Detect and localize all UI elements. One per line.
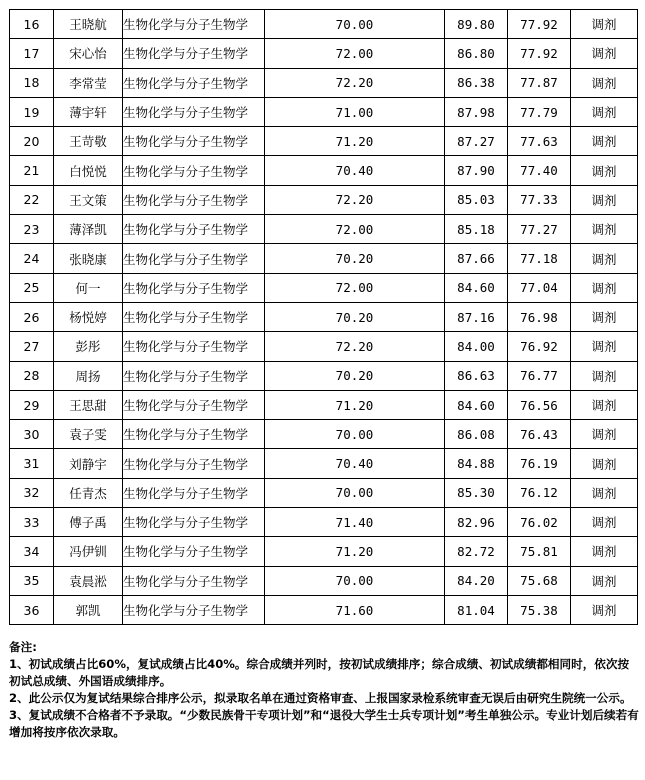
- major-name: 生物化学与分子生物学: [123, 273, 265, 302]
- admission-status: 调剂: [571, 127, 638, 156]
- retest-score: 87.98: [445, 97, 508, 126]
- row-number: 30: [10, 420, 54, 449]
- major-name: 生物化学与分子生物学: [123, 39, 265, 68]
- total-score: 76.92: [508, 332, 571, 361]
- table-row: [10, 420, 638, 449]
- retest-score: 86.38: [445, 68, 508, 97]
- total-score: 77.87: [508, 68, 571, 97]
- student-name: 袁晨淞: [54, 566, 123, 595]
- row-number: 24: [10, 244, 54, 273]
- major-name: 生物化学与分子生物学: [123, 156, 265, 185]
- row-number: 22: [10, 185, 54, 214]
- row-number: 26: [10, 302, 54, 331]
- total-score: 77.92: [508, 39, 571, 68]
- major-name: 生物化学与分子生物学: [123, 537, 265, 566]
- row-number: 20: [10, 127, 54, 156]
- initial-score: 70.40: [265, 449, 445, 478]
- notes-section: [9, 639, 639, 741]
- retest-score: 84.20: [445, 566, 508, 595]
- row-number: 21: [10, 156, 54, 185]
- row-number: 28: [10, 361, 54, 390]
- table-row: [10, 10, 638, 39]
- total-score: 77.27: [508, 215, 571, 244]
- student-name: 白悦悦: [54, 156, 123, 185]
- initial-score: 70.20: [265, 244, 445, 273]
- table-row: [10, 39, 638, 68]
- total-score: 77.63: [508, 127, 571, 156]
- major-name: 生物化学与分子生物学: [123, 508, 265, 537]
- major-name: 生物化学与分子生物学: [123, 332, 265, 361]
- admission-status: 调剂: [571, 390, 638, 419]
- total-score: 76.12: [508, 478, 571, 507]
- admission-status: 调剂: [571, 185, 638, 214]
- row-number: 29: [10, 390, 54, 419]
- retest-score: 86.08: [445, 420, 508, 449]
- major-name: 生物化学与分子生物学: [123, 97, 265, 126]
- row-number: 16: [10, 10, 54, 39]
- table-row: [10, 361, 638, 390]
- table-row: [10, 68, 638, 97]
- student-name: 周扬: [54, 361, 123, 390]
- initial-score: 70.40: [265, 156, 445, 185]
- table-row: [10, 478, 638, 507]
- row-number: 34: [10, 537, 54, 566]
- admission-status: 调剂: [571, 97, 638, 126]
- student-name: 冯伊钏: [54, 537, 123, 566]
- major-name: 生物化学与分子生物学: [123, 478, 265, 507]
- retest-score: 87.16: [445, 302, 508, 331]
- retest-score: 86.63: [445, 361, 508, 390]
- admission-status: 调剂: [571, 39, 638, 68]
- total-score: 75.68: [508, 566, 571, 595]
- initial-score: 70.00: [265, 478, 445, 507]
- initial-score: 72.00: [265, 273, 445, 302]
- admission-status: 调剂: [571, 361, 638, 390]
- initial-score: 70.00: [265, 566, 445, 595]
- row-number: 33: [10, 508, 54, 537]
- retest-score: 87.27: [445, 127, 508, 156]
- table-row: [10, 449, 638, 478]
- table-row: [10, 595, 638, 624]
- total-score: 76.98: [508, 302, 571, 331]
- admission-status: 调剂: [571, 478, 638, 507]
- retest-score: 84.88: [445, 449, 508, 478]
- admission-status: 调剂: [571, 449, 638, 478]
- admission-status: 调剂: [571, 595, 638, 624]
- total-score: 77.92: [508, 10, 571, 39]
- admission-status: 调剂: [571, 332, 638, 361]
- retest-score: 87.90: [445, 156, 508, 185]
- results-table-body: [10, 10, 638, 625]
- major-name: 生物化学与分子生物学: [123, 595, 265, 624]
- retest-score: 85.30: [445, 478, 508, 507]
- student-name: 李常莹: [54, 68, 123, 97]
- major-name: 生物化学与分子生物学: [123, 68, 265, 97]
- admission-status: 调剂: [571, 508, 638, 537]
- row-number: 17: [10, 39, 54, 68]
- row-number: 19: [10, 97, 54, 126]
- table-row: [10, 185, 638, 214]
- initial-score: 71.60: [265, 595, 445, 624]
- student-name: 何一: [54, 273, 123, 302]
- major-name: 生物化学与分子生物学: [123, 390, 265, 419]
- total-score: 76.02: [508, 508, 571, 537]
- retest-score: 81.04: [445, 595, 508, 624]
- total-score: 77.40: [508, 156, 571, 185]
- initial-score: 72.20: [265, 185, 445, 214]
- major-name: 生物化学与分子生物学: [123, 420, 265, 449]
- table-row: [10, 566, 638, 595]
- retest-score: 86.80: [445, 39, 508, 68]
- retest-score: 85.03: [445, 185, 508, 214]
- retest-score: 89.80: [445, 10, 508, 39]
- student-name: 傅子禹: [54, 508, 123, 537]
- admission-status: 调剂: [571, 156, 638, 185]
- table-row: [10, 97, 638, 126]
- initial-score: 71.20: [265, 537, 445, 566]
- initial-score: 70.20: [265, 302, 445, 331]
- row-number: 32: [10, 478, 54, 507]
- admission-status: 调剂: [571, 68, 638, 97]
- student-name: 郭凯: [54, 595, 123, 624]
- major-name: 生物化学与分子生物学: [123, 449, 265, 478]
- notes-heading: 备注:: [9, 640, 37, 654]
- table-row: [10, 156, 638, 185]
- major-name: 生物化学与分子生物学: [123, 215, 265, 244]
- admission-status: 调剂: [571, 420, 638, 449]
- initial-score: 70.00: [265, 420, 445, 449]
- table-row: [10, 244, 638, 273]
- initial-score: 71.00: [265, 97, 445, 126]
- admission-status: 调剂: [571, 244, 638, 273]
- table-row: [10, 127, 638, 156]
- initial-score: 71.20: [265, 127, 445, 156]
- initial-score: 70.20: [265, 361, 445, 390]
- retest-score: 84.00: [445, 332, 508, 361]
- initial-score: 71.40: [265, 508, 445, 537]
- student-name: 张晓康: [54, 244, 123, 273]
- student-name: 王思甜: [54, 390, 123, 419]
- student-name: 薄泽凯: [54, 215, 123, 244]
- results-table: [9, 9, 638, 625]
- row-number: 36: [10, 595, 54, 624]
- admission-status: 调剂: [571, 302, 638, 331]
- row-number: 23: [10, 215, 54, 244]
- retest-score: 84.60: [445, 273, 508, 302]
- total-score: 76.77: [508, 361, 571, 390]
- total-score: 77.04: [508, 273, 571, 302]
- table-row: [10, 508, 638, 537]
- total-score: 76.19: [508, 449, 571, 478]
- row-number: 27: [10, 332, 54, 361]
- row-number: 18: [10, 68, 54, 97]
- total-score: 77.18: [508, 244, 571, 273]
- initial-score: 72.00: [265, 39, 445, 68]
- row-number: 25: [10, 273, 54, 302]
- retest-score: 84.60: [445, 390, 508, 419]
- initial-score: 71.20: [265, 390, 445, 419]
- admission-status: 调剂: [571, 10, 638, 39]
- initial-score: 70.00: [265, 10, 445, 39]
- initial-score: 72.20: [265, 68, 445, 97]
- total-score: 76.43: [508, 420, 571, 449]
- row-number: 35: [10, 566, 54, 595]
- retest-score: 85.18: [445, 215, 508, 244]
- student-name: 王苛敬: [54, 127, 123, 156]
- major-name: 生物化学与分子生物学: [123, 10, 265, 39]
- major-name: 生物化学与分子生物学: [123, 302, 265, 331]
- student-name: 王文策: [54, 185, 123, 214]
- student-name: 宋心怡: [54, 39, 123, 68]
- total-score: 75.38: [508, 595, 571, 624]
- retest-score: 82.72: [445, 537, 508, 566]
- admission-status: 调剂: [571, 566, 638, 595]
- table-row: [10, 215, 638, 244]
- major-name: 生物化学与分子生物学: [123, 127, 265, 156]
- table-row: [10, 537, 638, 566]
- student-name: 王晓航: [54, 10, 123, 39]
- total-score: 77.33: [508, 185, 571, 214]
- admission-status: 调剂: [571, 273, 638, 302]
- table-row: [10, 332, 638, 361]
- table-row: [10, 390, 638, 419]
- student-name: 袁子雯: [54, 420, 123, 449]
- admission-status: 调剂: [571, 215, 638, 244]
- retest-score: 87.66: [445, 244, 508, 273]
- table-row: [10, 273, 638, 302]
- student-name: 杨悦婷: [54, 302, 123, 331]
- retest-score: 82.96: [445, 508, 508, 537]
- student-name: 刘静宇: [54, 449, 123, 478]
- student-name: 薄宇轩: [54, 97, 123, 126]
- major-name: 生物化学与分子生物学: [123, 566, 265, 595]
- total-score: 77.79: [508, 97, 571, 126]
- major-name: 生物化学与分子生物学: [123, 185, 265, 214]
- note-item-3: 3、复试成绩不合格者不予录取。“少数民族骨干专项计划”和“退役大学生士兵专项计划”考生单独公示。专业计划后续若有增加将按序依次录取。: [9, 708, 639, 739]
- admission-status: 调剂: [571, 537, 638, 566]
- table-row: [10, 302, 638, 331]
- student-name: 彭彤: [54, 332, 123, 361]
- note-item-1: 1、初试成绩占比60%，复试成绩占比40%。综合成绩并列时，按初试成绩排序；综合成绩、初试成绩都相同时，依次按初试总成绩、外国语成绩排序。: [9, 657, 630, 688]
- total-score: 75.81: [508, 537, 571, 566]
- total-score: 76.56: [508, 390, 571, 419]
- initial-score: 72.00: [265, 215, 445, 244]
- row-number: 31: [10, 449, 54, 478]
- student-name: 任青杰: [54, 478, 123, 507]
- note-item-2: 2、此公示仅为复试结果综合排序公示，拟录取名单在通过资格审查、上报国家录检系统审查无误后由研究生院统一公示。: [9, 691, 632, 705]
- initial-score: 72.20: [265, 332, 445, 361]
- major-name: 生物化学与分子生物学: [123, 361, 265, 390]
- major-name: 生物化学与分子生物学: [123, 244, 265, 273]
